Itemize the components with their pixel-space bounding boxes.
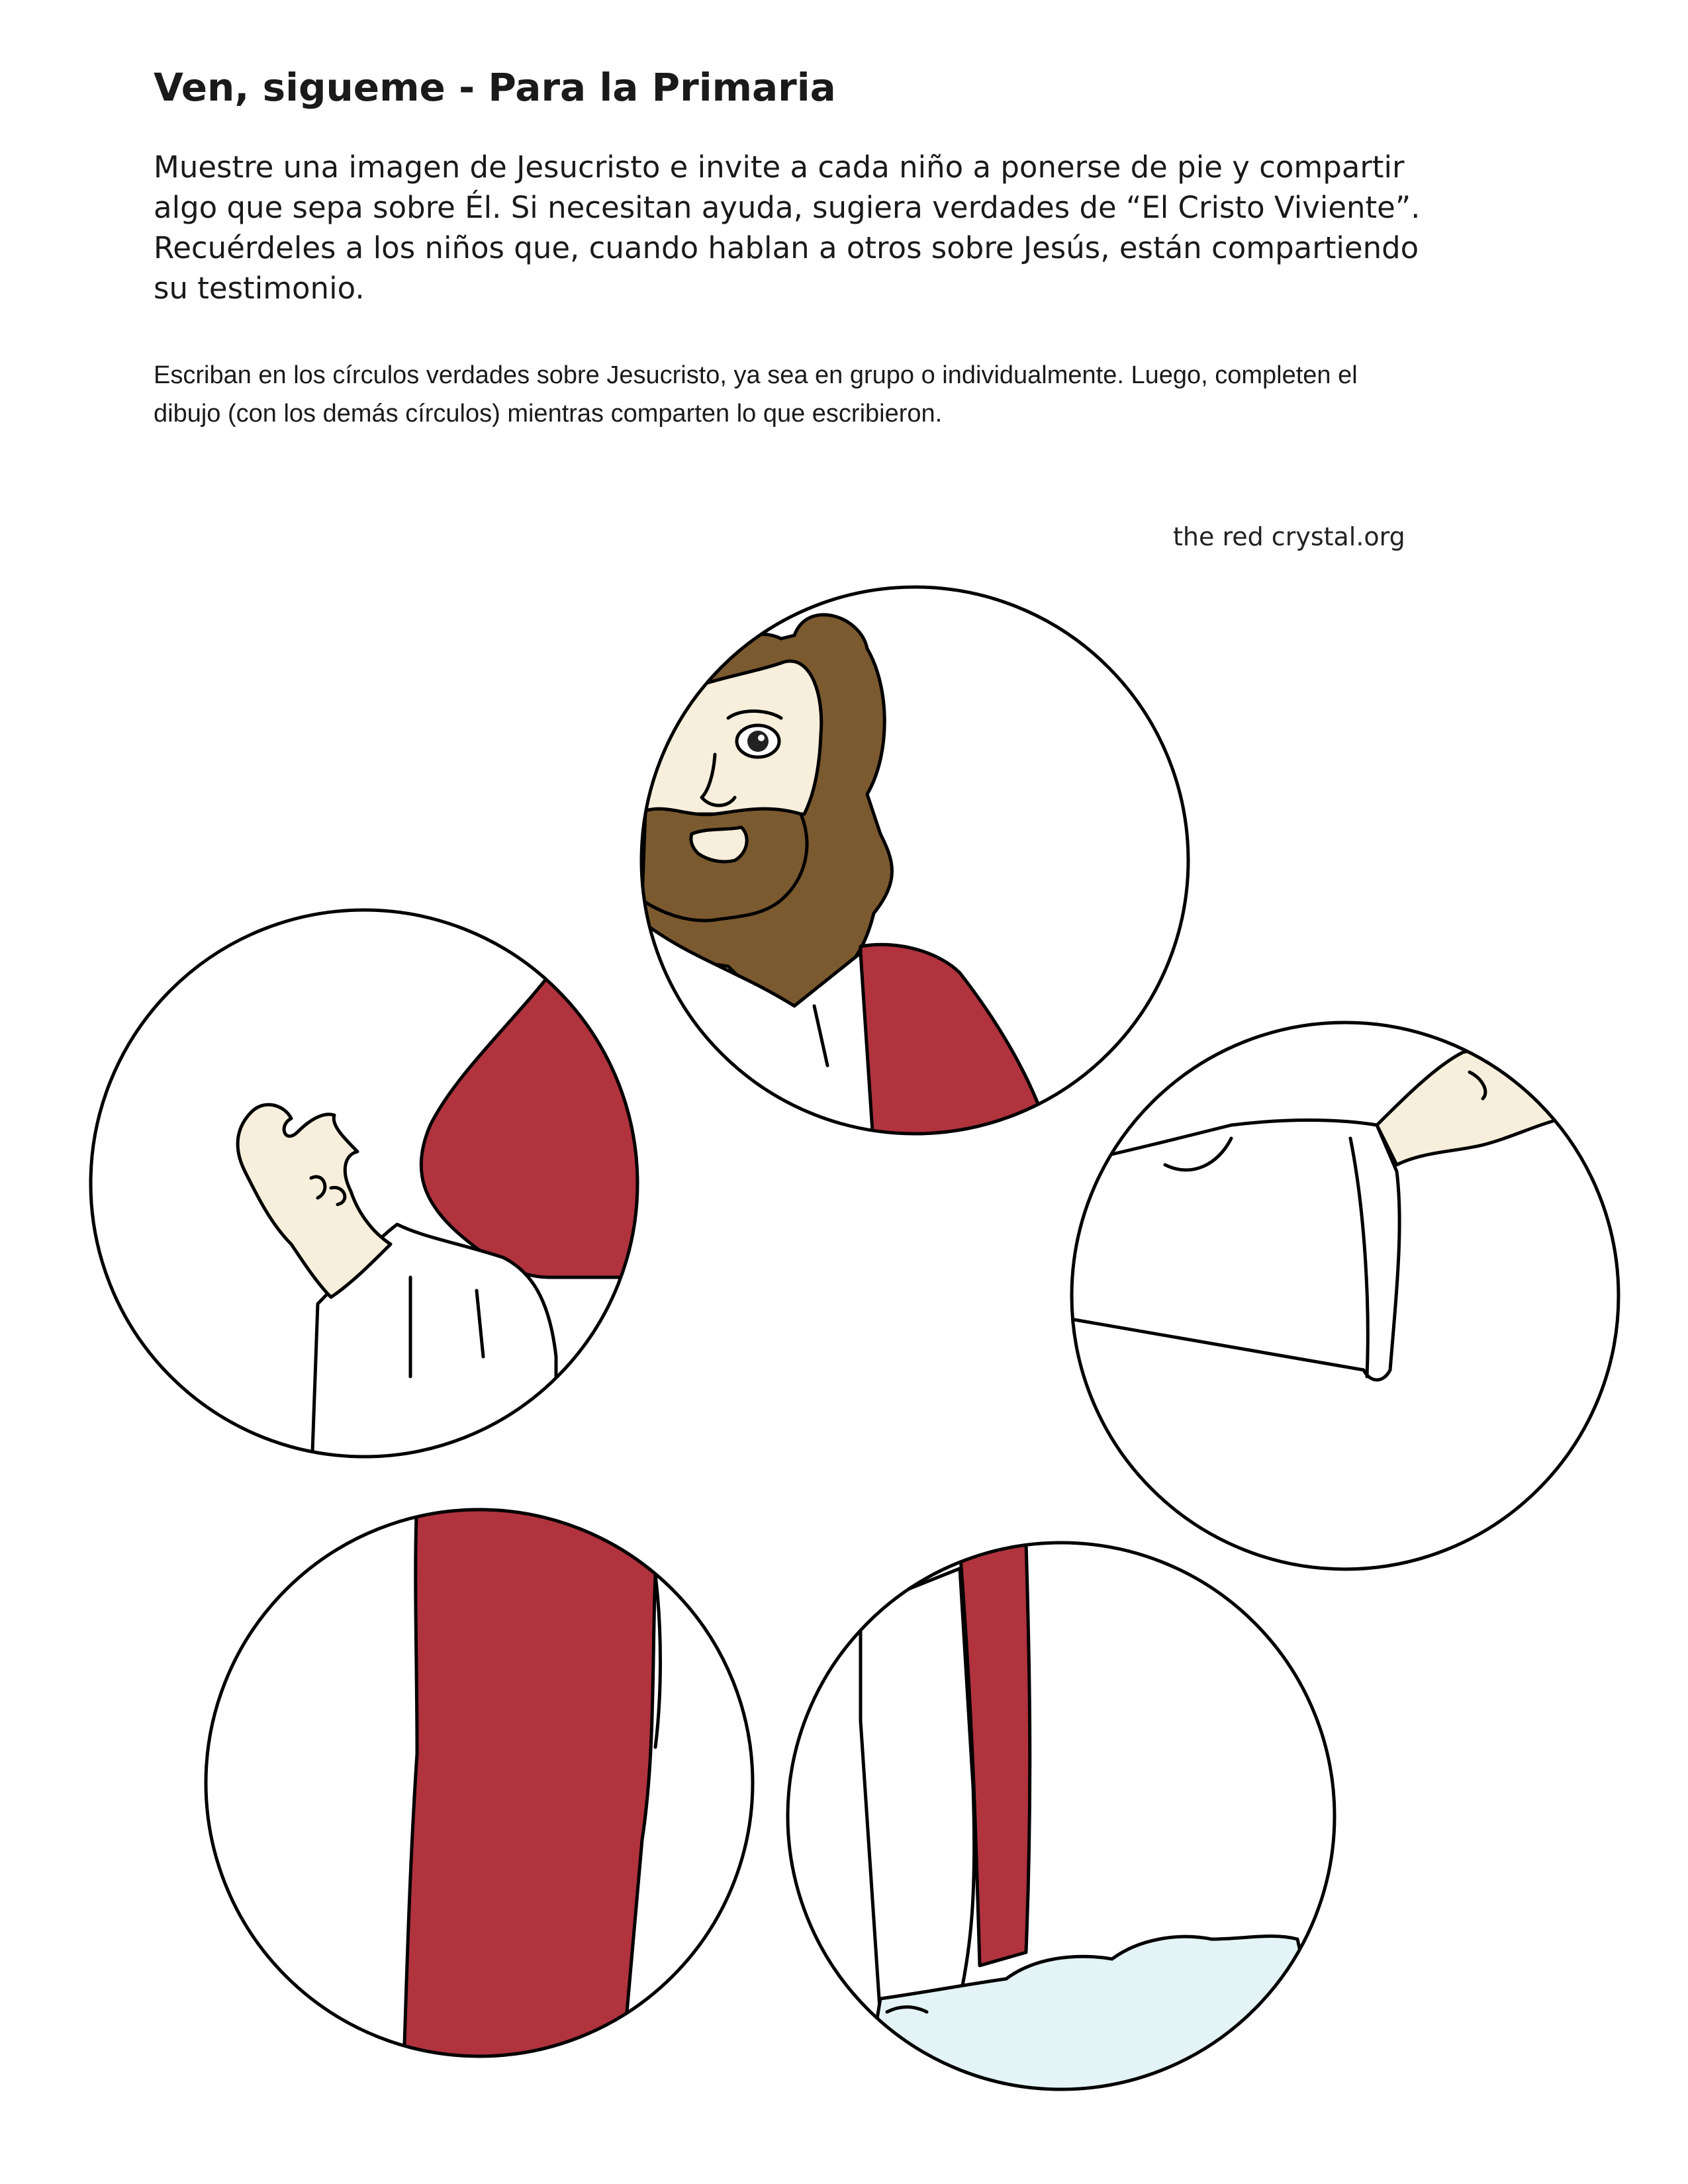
face <box>635 661 821 814</box>
robe-red <box>421 966 662 1277</box>
feet-circle <box>788 1542 1337 2118</box>
left-hand-circle <box>91 910 662 1489</box>
robe-circle <box>206 1496 753 2065</box>
hand <box>238 1105 391 1297</box>
intro-line: Muestre una imagen de Jesucristo e invite a cada niño a ponerse de pie y compartir <box>154 150 1405 185</box>
instruction-line: Escriban en los círculos verdades sobre Jesucristo, ya sea en grupo o individualmente. Luego, completen el <box>154 361 1358 389</box>
tunic-white <box>861 1569 974 2025</box>
intro-line: su testimonio. <box>154 271 365 306</box>
robe-red <box>861 944 1046 1152</box>
page-title: Ven, sigueme - Para la Primaria <box>154 65 836 110</box>
instruction-line: dibujo (con los demás círculos) mientras comparten lo que escribieron. <box>154 400 943 428</box>
right-arm-circle <box>1059 1023 1618 1569</box>
intro-line: Recuérdeles a los niños que, cuando hablan a otros sobre Jesús, están compartiendo <box>154 230 1419 265</box>
intro-line: algo que sepa sobre Él. Si necesitan ayuda, sugiera verdades de “El Cristo Viviente”. <box>154 190 1421 225</box>
site-credit: the red crystal.org <box>1173 522 1405 551</box>
head-circle <box>635 587 1188 1152</box>
robe-red <box>404 1496 667 2065</box>
hand <box>1377 1050 1562 1165</box>
